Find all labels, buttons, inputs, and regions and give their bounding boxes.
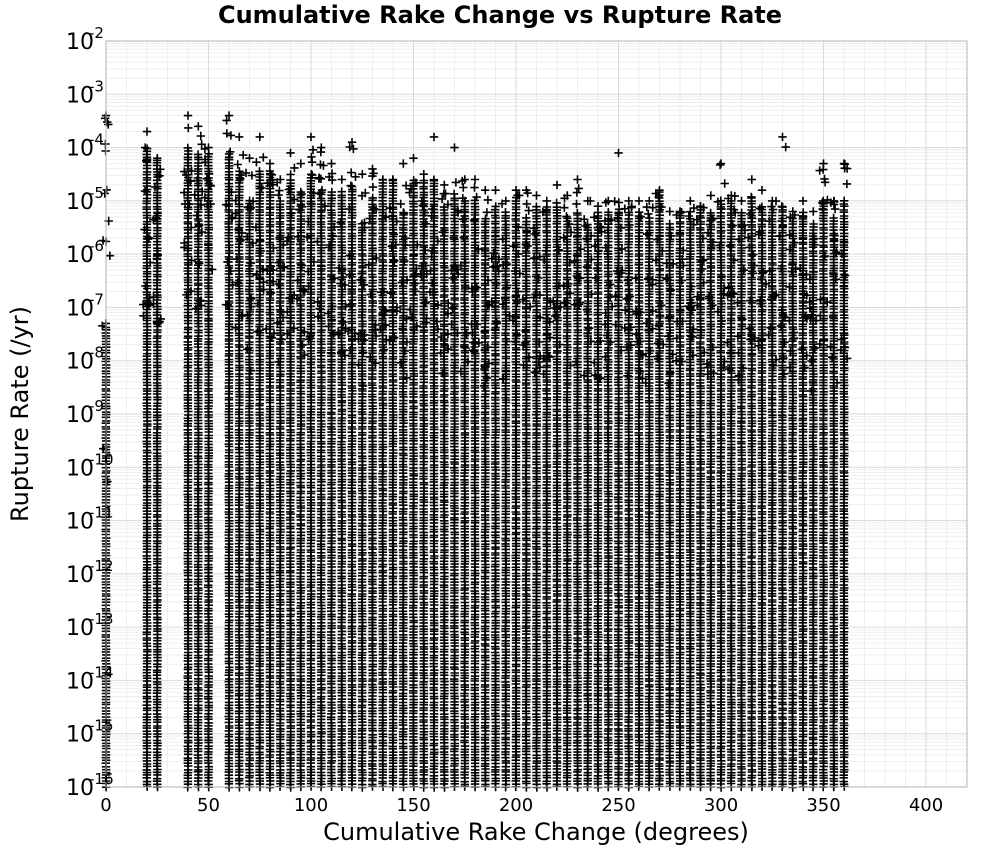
data-point (256, 133, 264, 141)
data-point (266, 159, 274, 167)
data-point (143, 127, 151, 135)
data-point (275, 186, 283, 194)
data-point (235, 133, 243, 141)
data-point (223, 129, 231, 137)
data-point (153, 154, 161, 162)
data-point (194, 122, 202, 130)
data-point (184, 124, 192, 132)
data-point (227, 131, 235, 139)
data-point (274, 191, 282, 199)
data-point (106, 252, 114, 260)
data-point (184, 111, 192, 119)
data-point (275, 233, 283, 241)
chart-title: Cumulative Rake Change vs Rupture Rate (218, 1, 782, 29)
data-point (197, 132, 205, 140)
data-point (226, 148, 234, 156)
data-column (139, 127, 154, 791)
data-point (259, 153, 267, 161)
data-point (234, 160, 242, 168)
